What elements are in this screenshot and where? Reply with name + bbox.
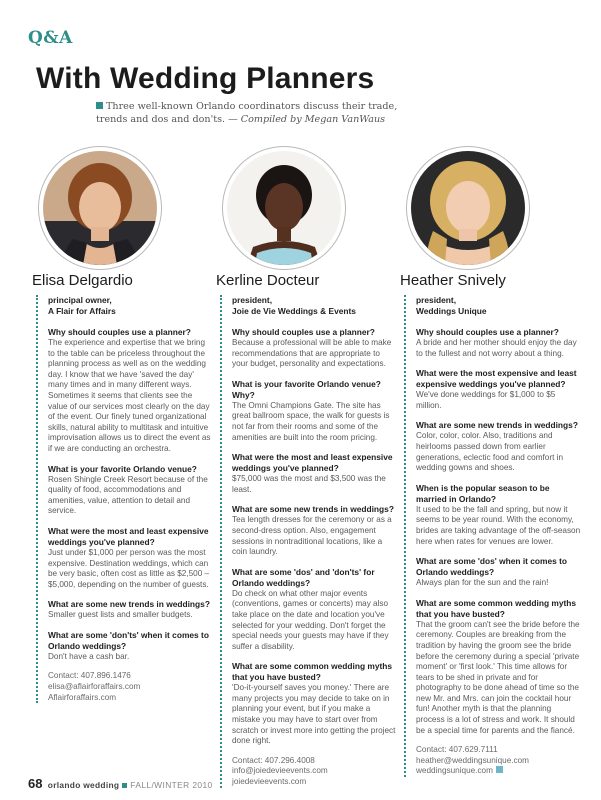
contact-email[interactable]: heather@weddingsunique.com [416, 755, 530, 765]
planner-name: Heather Snively [400, 272, 506, 289]
contact-email[interactable]: elisa@aflairforaffairs.com [48, 682, 141, 692]
deck-byline: Compiled by Megan VanWaus [240, 114, 386, 125]
portrait-photo-icon [43, 151, 157, 265]
portrait-photo-icon [411, 151, 525, 265]
question: What were the most expensive and least expensive weddings you've planned? [416, 368, 577, 390]
portrait-kerline-docteur [222, 146, 346, 270]
question: What are some 'dos' and 'don'ts' for Orlando weddings? [232, 566, 375, 588]
contact-phone: Contact: 407.629.7111 [416, 745, 498, 755]
answer: 'Do-it-yourself saves you money.' There are many projects you may decide to take on in planning your event, but if you make a mistake you may have to start over from scratch or invest more into getting the project done right. [232, 683, 396, 746]
question: What were the most and least expensive weddings you've planned? [48, 525, 209, 547]
answer: $75,000 was the most and $3,500 was the least. [232, 474, 386, 494]
answer: Color, color, color. Also, traditions and heirlooms passed down from earlier generations, eclectic food and comfort in wedding gowns and shoes. [416, 431, 564, 473]
page-footer [28, 776, 213, 791]
planner-name: Kerline Docteur [216, 272, 320, 289]
answer: Because a professional will be able to make recommendations that are appropriate to your budget, personality and expectations. [232, 338, 392, 369]
answer: Do check on what other major events (conventions, games or concerts) may also take place on the date and location you've selected for your wedding. Don't forget the special needs your guests may have if they suffer a disability. [232, 588, 389, 651]
planner-role: principal owner, A Flair for Affairs [48, 295, 116, 316]
contact-website[interactable]: Aflairforaffairs.com [48, 692, 117, 702]
portrait-photo-icon [227, 151, 341, 265]
answer: That the groom can't see the bride before the ceremony. Couples are breaking from the tradition by having the groom see the bride before the ceremony during a special 'private moment' or 'first look.' This time allows for tears to be shed in private and for photography to be done ahead of time so the new Mr. and Mrs. can join the cocktail hour fun! Another myth is that the planning process is a lot of stress and work. It should be a special time for parents and the fiancé. [416, 619, 580, 735]
question: When is the popular season to be married in Orlando? [416, 482, 550, 504]
square-bullet-icon [96, 102, 103, 109]
contact-phone: Contact: 407.296.4008 [232, 755, 315, 765]
contact-email[interactable]: info@joiedevieevents.com [232, 766, 328, 776]
answer: Tea length dresses for the ceremony or as a second-dress option. Also, engagement sessions in nontraditional locations, like a coin laundry. [232, 515, 392, 557]
question: What are some common wedding myths that you have busted? [416, 597, 577, 619]
answer: The experience and expertise that we bring to the table can be priceless throughout the planning process as well as on the wedding day. I know that we have 'saved the day' many times and in many different ways. Sometimes it seems that clients see the value of our services most clearly on the day of the event. Our finely tuned organizational skills, natural ability to multitask and intuitive improvisation allows us to direct the event as if we are conducting an orchestra. [48, 338, 211, 453]
answer: Don't have a cash bar. [48, 651, 130, 661]
question: What were the most and least expensive weddings you've planned? [232, 452, 393, 474]
answer: It used to be the fall and spring, but now it seems to be year round. With the economy, brides are taking advantage of the off-season here when rates for venues are lower. [416, 504, 581, 546]
question: Why should couples use a planner? [232, 327, 375, 337]
end-mark-icon [496, 766, 503, 773]
planner-role: president, Joie de Vie Weddings & Events [232, 295, 356, 316]
planner-column-kerline [216, 272, 398, 788]
question: What are some common wedding myths that you have busted? [232, 661, 393, 683]
contact-block [232, 756, 398, 788]
answer: Always plan for the sun and the rain! [416, 578, 549, 588]
answer: The Omni Champions Gate. The site has great ballroom space, the walk for guests is not far from their rooms and some of the amenities are built into the room pricing. [232, 400, 390, 442]
deck-text: Three well-known Orlando coordinators discuss their trade, trends and dos and don'ts. — [96, 101, 398, 125]
answer: Smaller guest lists and smaller budgets. [48, 610, 193, 620]
planner-role: president, Weddings Unique [416, 295, 487, 316]
question: What are some 'don'ts' when it comes to Orlando weddings? [48, 629, 209, 651]
contact-block [48, 671, 214, 703]
contact-website[interactable]: weddingsunique.com [416, 766, 493, 776]
planner-profile [404, 295, 582, 777]
planner-column-heather [400, 272, 582, 777]
planner-name: Elisa Delgardio [32, 272, 133, 289]
planner-column-elisa [32, 272, 214, 703]
section-tag: Q&A [28, 28, 73, 48]
question: What are some new trends in weddings? [232, 504, 394, 515]
contact-phone: Contact: 407.896.1476 [48, 671, 131, 681]
question: What are some 'dos' when it comes to Orlando weddings? [416, 556, 568, 578]
page-headline: With Wedding Planners [36, 62, 375, 95]
question: What are some new trends in weddings? [416, 420, 578, 431]
answer: We've done weddings for $1,000 to $5 million. [416, 390, 556, 410]
answer: Just under $1,000 per person was the most expensive. Destination weddings, which can be very basic, often cost as little as $2,500 – $5,000, depending on the number of guests. [48, 547, 210, 589]
answer: A bride and her mother should enjoy the day to the fullest and not worry about a thing. [416, 338, 577, 358]
deck-intro [96, 100, 426, 126]
contact-block [416, 745, 582, 777]
square-bullet-icon [122, 783, 127, 788]
question: Why should couples use a planner? [48, 327, 191, 337]
question: What are some new trends in weddings? [48, 599, 210, 610]
portrait-heather-snively [406, 146, 530, 270]
publication-name: orlando wedding [47, 780, 120, 790]
page-number: 68 [28, 776, 43, 791]
contact-website[interactable]: joiedevieevents.com [232, 777, 307, 787]
portrait-elisa-delgardio [38, 146, 162, 270]
issue-label: FALL/WINTER 2010 [130, 780, 213, 790]
planner-profile [220, 295, 398, 788]
answer: Rosen Shingle Creek Resort because of the quality of food, accommodations and amenities, value, attention to detail and service. [48, 474, 208, 516]
planner-profile [36, 295, 214, 703]
question: What is your favorite Orlando venue? Why? [232, 378, 381, 400]
question: What is your favorite Orlando venue? [48, 463, 197, 474]
question: Why should couples use a planner? [416, 327, 559, 337]
